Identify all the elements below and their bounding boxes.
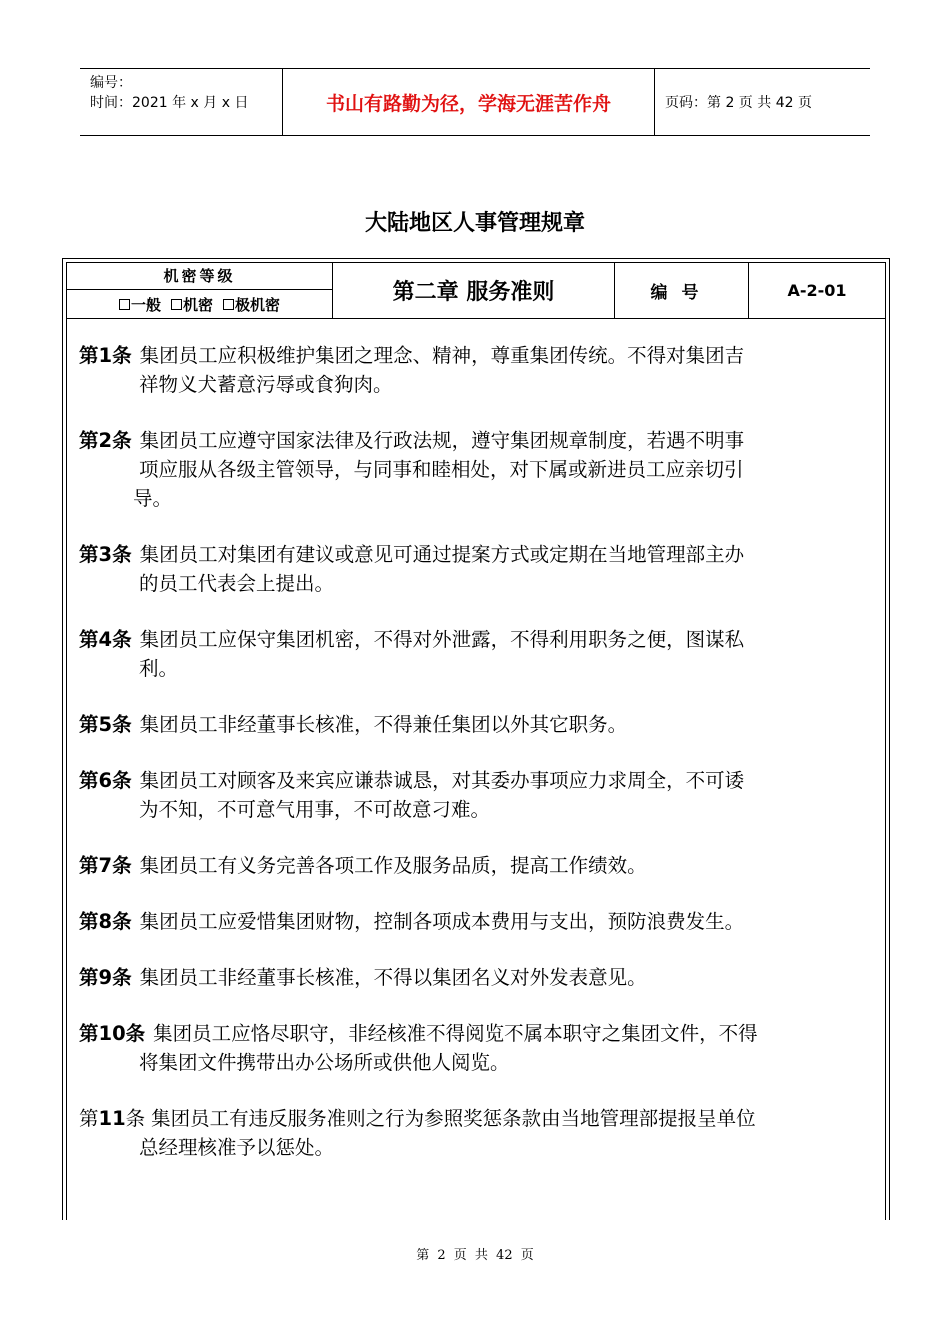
regulation-table [62, 258, 890, 1220]
article-5 [79, 710, 871, 739]
option-top-secret[interactable]: 极机密 [223, 294, 280, 315]
article-text-cont: 的员工代表会上提出。 [139, 572, 335, 595]
number-label: 编号： [90, 75, 132, 91]
article-text-cont: 将集团文件携带出办公场所或供他人阅览。 [139, 1051, 510, 1074]
article-text: 集团员工应积极维护集团之理念、精神，尊重集团传统。不得对集团吉 [139, 344, 745, 367]
running-header [80, 68, 870, 136]
article-text-cont: 为不知，不可意气用事，不可故意刁难。 [139, 798, 491, 821]
article-text-cont: 祥物义犬蓄意污辱或食狗肉。 [139, 373, 393, 396]
article-number: 第1条 [79, 344, 132, 367]
regulation-table-inner [66, 262, 886, 1220]
article-number: 第8条 [79, 910, 132, 933]
article-number: 第5条 [79, 713, 132, 736]
code-label: 编号 [615, 263, 749, 318]
article-3 [79, 540, 871, 598]
header-meta [80, 69, 282, 135]
article-2 [79, 426, 871, 513]
article-4 [79, 625, 871, 683]
article-10 [79, 1019, 871, 1077]
article-7 [79, 851, 871, 880]
article-text: 集团员工应爱惜集团财物，控制各项成本费用与支出，预防浪费发生。 [139, 910, 745, 933]
article-text-cont: 总经理核准予以惩处。 [139, 1136, 335, 1159]
option-confidential[interactable]: 机密 [171, 294, 213, 315]
checkbox-icon[interactable] [171, 299, 182, 310]
article-text: 集团员工应保守集团机密，不得对外泄露，不得利用职务之便，图谋私 [139, 628, 745, 651]
page-footer: 第 2 页 共 42 页 [416, 1248, 534, 1263]
article-text: 集团员工应恪尽职守，非经核准不得阅览不属本职守之集团文件，不得 [153, 1022, 758, 1045]
article-text: 集团员工非经董事长核准，不得兼任集团以外其它职务。 [139, 713, 628, 736]
article-8 [79, 907, 871, 936]
checkbox-icon[interactable] [223, 299, 234, 310]
confidentiality-cell [67, 263, 333, 318]
article-number: 第6条 [79, 769, 132, 792]
article-text-cont: 导。 [133, 487, 173, 510]
confidentiality-options [67, 290, 332, 318]
code-value: A-2-01 [787, 281, 847, 300]
article-list [67, 319, 885, 1162]
article-text: 集团员工应遵守国家法律及行政法规，遵守集团规章制度，若遇不明事 [139, 429, 745, 452]
option-general[interactable]: 一般 [119, 294, 161, 315]
article-number: 第2条 [79, 429, 132, 452]
article-number: 第11条 [79, 1107, 146, 1130]
article-text: 集团员工有违反服务准则之行为参照奖惩条款由当地管理部提报呈单位 [151, 1107, 756, 1130]
article-text: 集团员工有义务完善各项工作及服务品质，提高工作绩效。 [139, 854, 647, 877]
article-1 [79, 341, 871, 399]
article-text-cont: 利。 [139, 657, 179, 680]
article-number: 第9条 [79, 966, 132, 989]
header-motto: 书山有路勤为径，学海无涯苦作舟 [282, 69, 655, 135]
article-6 [79, 766, 871, 824]
article-11 [79, 1104, 871, 1162]
article-number: 第7条 [79, 854, 132, 877]
time-label: 时间：2021 年 x 月 x 日 [90, 95, 249, 111]
article-text: 集团员工非经董事长核准，不得以集团名义对外发表意见。 [139, 966, 647, 989]
article-text-cont: 项应服从各级主管领导，与同事和睦相处，对下属或新进员工应亲切引 [139, 458, 744, 481]
article-number: 第3条 [79, 543, 132, 566]
chapter-title: 第二章 服务准则 [333, 263, 615, 318]
checkbox-icon[interactable] [119, 299, 130, 310]
confidentiality-label: 机密等级 [67, 263, 332, 290]
article-text: 集团员工对顾客及来宾应谦恭诚恳，对其委办事项应力求周全，不可诿 [139, 769, 745, 792]
document-title: 大陆地区人事管理规章 [364, 211, 585, 236]
table-header-row [67, 263, 885, 319]
header-page-info: 页码：第 2 页 共 42 页 [665, 95, 812, 111]
article-9 [79, 963, 871, 992]
article-number: 第10条 [79, 1022, 146, 1045]
article-text: 集团员工对集团有建议或意见可通过提案方式或定期在当地管理部主办 [139, 543, 745, 566]
article-number: 第4条 [79, 628, 132, 651]
